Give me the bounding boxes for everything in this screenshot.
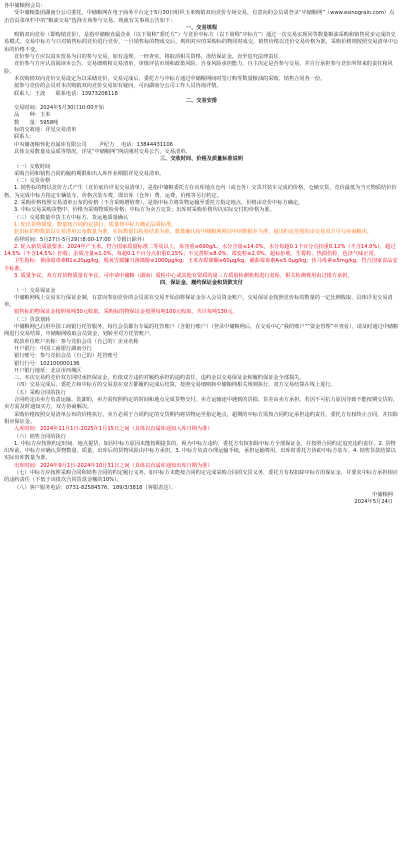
trade-time: 交易时间：2024年5月30日10:00开始 <box>14 105 104 112</box>
s2-note: 具体交易数量及品质等情况，详见“中储粮网”网站刚对交易公告、交易清单。 <box>14 148 191 155</box>
s4-sub2-text2: 收款单位账户名称：参与竞拍会员（自己的）企业名称 <box>14 338 139 345</box>
s1-paragraph-3: 竞价参与方应认真阅读本公告、交易细则和交易清单，审慎评估市场和政策风险、自身风险承担能力，自主决定是否参与交易，并自行承担参与竞价所带来的责任和风险。 <box>4 61 393 75</box>
contact-label: 联系人： <box>14 134 35 141</box>
footer-date: 2024年5月24日 <box>354 499 393 506</box>
s4-sub2: （二）货款划转 <box>14 316 51 323</box>
s4-sub5: （六）销售合同的执行 <box>14 433 66 440</box>
section-2-title: 二、交易安排 <box>185 97 218 104</box>
s1-paragraph-1: 购销双向竞价（即购销竞价），是指中储粮直属企业（以下简称“委托方”）与竞价中标方（以下简称“中标方”）通过一次交易实现同等数量粮油采购和销售同步完成的交易模式。交易中标方与只对销售标的竞价进行竞价，一旦销售标的物成交后，则相对应的采购标的物同时成交。销售价格以竞价交易价格为准，采购价格则按照交易清单中公布的价格不变。 <box>4 32 399 53</box>
intro-paragraph <box>4 10 399 25</box>
intro-text: 受中储粮集团湖南分公司委托，中储粮网在电子商务平台定于5月30日组织玉米购销双向竞价专场交易，有意向的会员请登录“中储粮网”（www.esinograin.com）点击首页菜单栏中的“粮油交易”选择专场参与交易。现就有关事项公告如下： <box>4 10 395 24</box>
s4-sub6: （七）中标方应按照采购合同和销售合同的约定履行义务，如中标方未能按合同约定完成采购合同的交货义务，委托方有权扣除中标方的保证金，并要求中标方承担相应的违约责任（不低于该批次合同货款金额的10%）。 <box>4 470 398 484</box>
footer-org: 中储粮网 <box>372 491 393 498</box>
bank-name: 开户银行：中国工商银行湖南分行 <box>14 345 92 352</box>
s4-sub4-text2: 采购价格按照交易清单公布的价格执行。卖方必须于合同约定的交货期内将货物运至指定地点，超期的中标方需按合同约定承担违约责任，委托方有权终止合同，并扣除相应保证金。 <box>4 411 398 425</box>
s3-item-c: 2. 轮入新货质量要求：2024年产玉米，符合国家质量标准二等及以上，每容重≥690g/L；水分含量≤14.0%，水分每超0.1个百分点扣重0.12%（不含14.0%），超过14.5%（不含14.5%）拒收；杂质含量≤1.0%，每超0.1个百分点扣重0.15%；不完善粒≤8.0%，霉变粒≤2.0%，超标拒收。生霉粒、热损伤粒、色泽气味正常。 <box>4 243 396 258</box>
s3-item-d: 3. 质量争议。双方对货物质量有争议，可申请中储粮（湖南）质检中心或其他有资质的第三方质量检测机构进行复检，相关检测费用由过错方承担。 <box>14 272 353 279</box>
s4-sub4-text: 合同约定由卖方负责运输、装卸的，卖方需按照约定的时间和地点完成货物交付。卖方运输途中遇到的货损、货差由卖方承担。若因不可抗力原因导致不能按期交货的，卖方需及时通知买方，双方协商解决。 <box>4 397 398 411</box>
s3-item-2: 2. 采购价格按照交易清单公布的价格（不含采购增值费），是指中标方将货物运输至委托方指定地点，价格由竞价中标方确定。 <box>14 200 304 207</box>
s4-sub4: （五）采购合同的执行 <box>14 389 66 396</box>
s3-sub1: （一）交收时间 <box>14 163 51 170</box>
s3-item-1: 1. 销售标的物以竞价方式产生（竞价底价详见交易清单），是指中储粮委托方在出库地点仓内（或仓外）交货并装车完成的价格，仓储交货，竞价最低为当天物质结价价格，为完成中标方指定车辆装车，价格含装车费，即出库（仓外）费、运费，价格等另行约定。 <box>4 185 397 199</box>
s3-sub2: （二）交货价格 <box>14 178 51 185</box>
s4-sub1-text: 中储粮网线上交易实行保证金制，有意向参加竞价的会员需在交易开始前将保证金存入会员资金账户，交易保证金按照竞价标的数量的一定比例收取，具体详见交易清单。 <box>4 294 393 309</box>
s3-sub1-text: 采购合同和销售合同的履约期限和出入库作业期限详见交易清单。 <box>14 170 165 177</box>
s4-sub7: （八）客户服务电话：0731-82584576、189/3/3818（客服表达）。 <box>14 484 177 491</box>
s1-contact: 联系人：王波 联系电话：13973208118 <box>14 90 118 97</box>
s4-inbound-time: 入库时间：2024年11月1日-2025年1月15日之间（具体以直属库通知入库日期为准） <box>14 426 213 433</box>
bank-code: 银行行号：102100000136 <box>14 360 80 367</box>
contact-row <box>4 142 399 149</box>
contact-person: 尹纪力 <box>98 141 115 148</box>
s3-sub3: （三）交易数量中货主方中标方、货运地质量确认 <box>14 214 129 221</box>
s3-item-a: 1. 轮出货物质量。数量按合同约定执行，质量按中标方确定品质标准。 <box>14 221 177 228</box>
s3-item-3: 3. 中标交易采购货物中，价格为采购物质检价格；中标方为卖方交货；出库时采购价格均以实际交付的价格为准。 <box>14 207 275 214</box>
s4-sub3: （四）交易完成后，委托方和中标方的交易款在双方都履约完成后结算，按照交易细则和中储粮网相关规则执行，双方交易结算在线上进行。 <box>14 382 336 389</box>
s4-sub5-text: 1. 中标方应按照约定时间、地点提货，如因中标方原因未能按期提货的，视为中标方违约，委托方有权扣除中标方全部保证金，并按照合同约定追究违约责任。2. 货物出库前，中标方应确认货物数量、质量，出库后的货物风险由中标方承担。3. 中标方负责办理运输手续，承担运输费用，出库时委托方协助中标方装车。4. 销售货款结算以实际出库数量为准。 <box>4 440 396 462</box>
section-1-title: 一、交易规程 <box>185 24 218 31</box>
trade-location: 标的交收地：详见交易清单 <box>14 127 77 134</box>
s4-sub1: （一）交易保证金 <box>14 287 56 294</box>
section-3-title: 三、交收时间、价格及质量标准说明 <box>159 156 243 163</box>
greeting: 各中储粮网会员： <box>4 3 46 9</box>
s1-paragraph-4: 本次购销双向竞价交易设定为以采储竞价，交易完成后，委托方与中标方通过中储粮网间时签订购等数量粮油的采购、销售合同各一份。 <box>14 75 326 82</box>
s3-item-c2: 卫生指标：黄曲霉毒素B1≤20μg/kg，脱氧雪腐镰刀菌烯醇≤1000μg/kg；玉米赤霉烯酮≤60μg/kg，赭曲霉毒素A≤5.0μg/kg；伏马毒素≤5mg/kg。符合国家食品安全标准。 <box>4 258 398 272</box>
s4-outbound-time: 出库时间：2024年9月1日-2024年10月31日之间（具体以直属库通知出库日期为准） <box>14 462 213 469</box>
bank-account: 银行账号：参与竞拍会员（自己的）托管账号 <box>14 353 118 360</box>
trade-variety: 品 种：玉米 <box>14 112 51 119</box>
s1-paragraph-2: 竞价参与方应以真实贸易为目的参与交易，如有违规，一经查实，将取消相关资格，冻结保证金，直至追究法律责任。 <box>14 54 284 61</box>
trade-quantity: 数 量：5958吨 <box>14 119 59 126</box>
s3-item-a2: 轮出标的物数量以交易清单公布数量为准，实际数量以检验结果为准。数量确认按中储粮网网站中的数据差为准，超出约定范围的由交易双方另行协商解决。 <box>14 229 372 236</box>
section-4-title: 四、保证金、履约保证金和货款支付 <box>159 280 243 287</box>
s4-sub2-text3: 三、本次交易约竞价双方同时承担保证金，但依双方违约对履约承担的违约责任，违约金以交易保证金和履约保证金全部损失。 <box>14 375 305 382</box>
contact-tel: 电话：13844431106 <box>121 141 173 148</box>
s4-sub2-text: 中储粮网已启用中国工商银行托管服务，每位会员都有专属的托管账户（含银行账户）（登录中储粮网后，在交易中心“我的账户”“资金管理”中查看），请及时通过中储粮网进行交易结算，中储粮网收取会员资金，划转至对方托管账户。 <box>4 324 399 338</box>
s1-paragraph-5: 拟参与竞价的会员对本次购销双向竞价交易如有疑问，可向湖南分公司工作人员咨询详情。 <box>14 83 222 90</box>
bank-address: 开户银行地址：北京市西城区 <box>14 367 82 374</box>
s4-sub1-text2: 销售标的物保证金按照每吨30元收取，采购标的物保证金按照每吨100元收取，共计每吨130元。 <box>14 309 238 316</box>
contact-company: 中央储备粮怀化直属库有限公司 <box>14 141 87 148</box>
s3-item-b: 看样时间：5月27日-5月29日8:00-17:00（节假日除外） <box>14 236 148 243</box>
